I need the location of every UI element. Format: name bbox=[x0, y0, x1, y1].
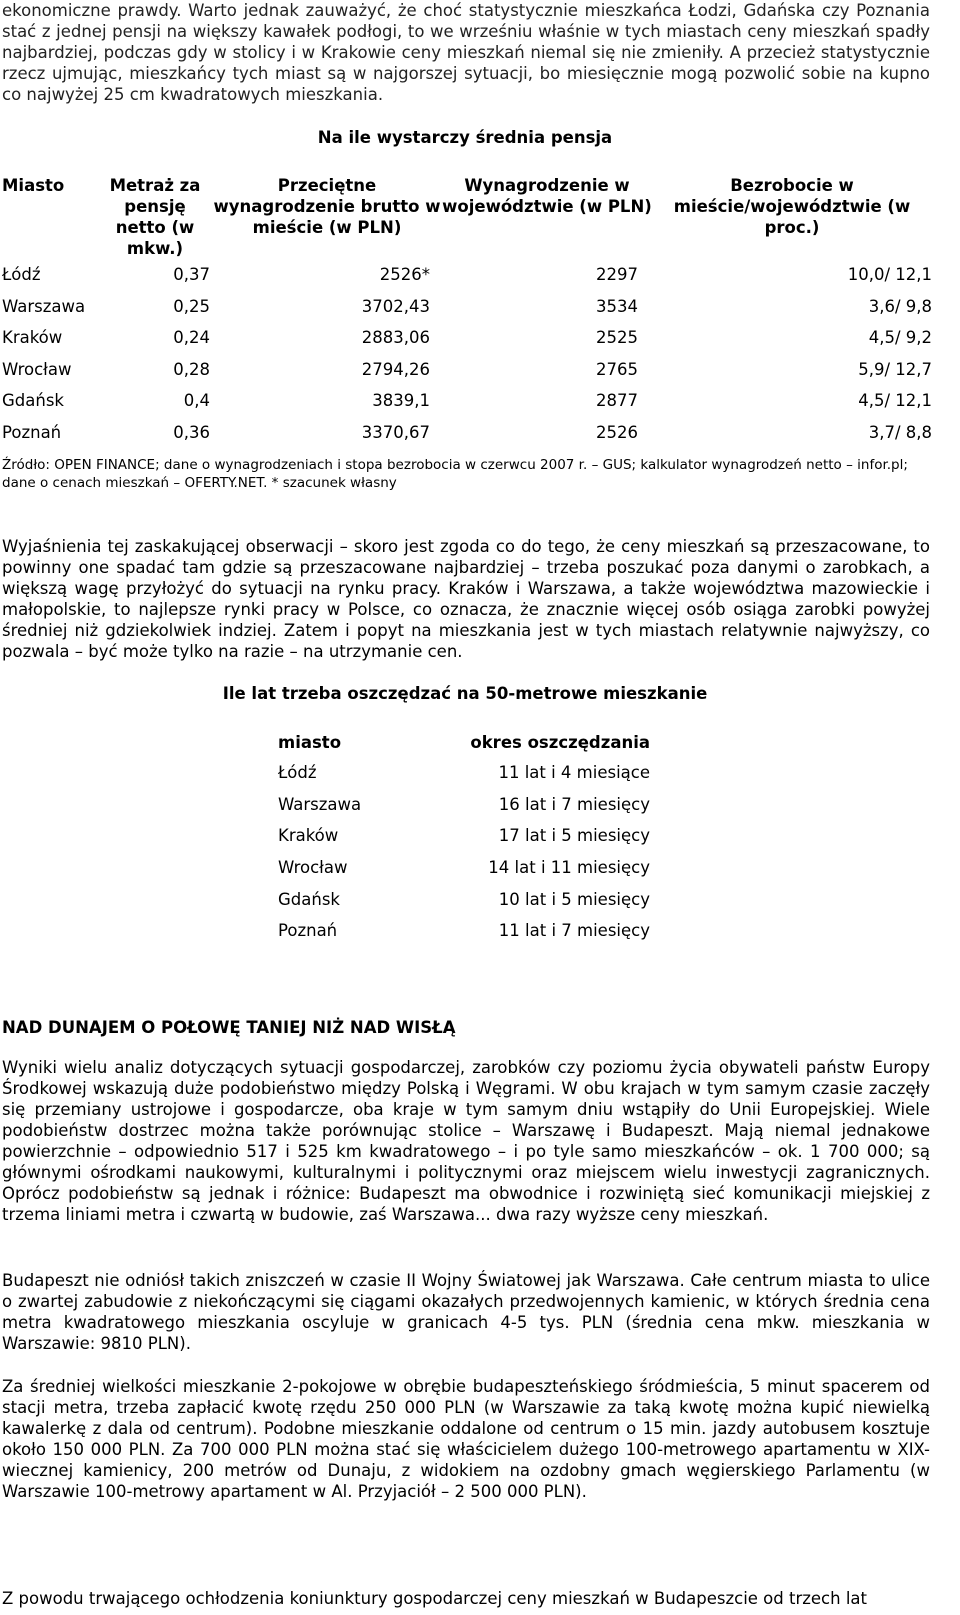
section-heading: NAD DUNAJEM O POŁOWĘ TANIEJ NIŻ NAD WISŁĄ bbox=[2, 1018, 456, 1037]
cell-bezrobocie: 10,0/ 12,1 bbox=[847, 265, 932, 285]
cell-woj: 2765 bbox=[596, 359, 638, 379]
cell-woj: 3534 bbox=[596, 296, 638, 316]
table-row bbox=[2, 354, 932, 386]
cell-city: Poznań bbox=[278, 921, 338, 941]
cell-brutto: 3839,1 bbox=[372, 391, 430, 411]
cell-city: Łódź bbox=[2, 265, 41, 285]
cell-city: Kraków bbox=[2, 328, 63, 348]
cell-period: 16 lat i 7 miesięcy bbox=[498, 794, 650, 814]
cell-city: Wrocław bbox=[278, 858, 348, 878]
cell-brutto: 3370,67 bbox=[361, 422, 430, 442]
cell-city: Poznań bbox=[2, 422, 62, 442]
savings-table bbox=[278, 727, 650, 947]
table-row bbox=[2, 385, 932, 417]
cell-city: Kraków bbox=[278, 826, 339, 846]
header-woj: Wynagrodzenie w województwie (w PLN) bbox=[442, 176, 652, 216]
cell-brutto: 2526* bbox=[379, 265, 430, 285]
cell-brutto: 2794,26 bbox=[361, 359, 430, 379]
cell-metraz: 0,36 bbox=[173, 422, 210, 442]
paragraph-prices: Za średniej wielkości mieszkanie 2-pokojowe w obrębie budapeszteńskiego śródmieścia, 5 minut spacerem od stacji metra, trzeba zapłacić kwotę rzędu 250 000 PLN (w Warszawie za taką kwotę można kupić niewielką kawalerkę z dala od centrum). Podobne mieszkanie oddalone od centrum o 15 min. jazdy autobusem kosztuje około 150 000 PLN. Za 700 000 PLN można stać się właścicielem dużego 100-metrowego apartamentu w XIX-wiecznej kamienicy, 200 metrów od Dunaju, z widokiem na ozdobny gmach węgierskiego Parlamentu (w Warszawie 100-metrowy apartament w Al. Przyjaciół – 2 500 000 PLN). bbox=[2, 1377, 930, 1501]
header-bezrobocie: Bezrobocie w mieście/województwie (w proc.) bbox=[673, 176, 911, 237]
header-brutto: Przeciętne wynagrodzenie brutto w mieście (w PLN) bbox=[213, 176, 441, 237]
table-row bbox=[2, 259, 932, 291]
paragraph-budapest: Budapeszt nie odniósł takich zniszczeń w czasie II Wojny Światowej jak Warszawa. Całe centrum miasta to ulice o zwartej zabudowie z niekończącymi się ciągami okazałych przedwojennych kamienic, w których średnia cena metra kwadratowego mieszkania oscyluje w granicach 4-5 tys. PLN (średnia cena mkw. mieszkania w Warszawie: 9810 PLN). bbox=[2, 1271, 930, 1353]
table-row bbox=[278, 915, 650, 947]
cell-city: Warszawa bbox=[278, 794, 362, 814]
cell-bezrobocie: 5,9/ 12,7 bbox=[858, 359, 932, 379]
table-row bbox=[2, 417, 932, 449]
cell-metraz: 0,24 bbox=[173, 328, 210, 348]
table2-title: Ile lat trzeba oszczędzać na 50-metrowe mieszkanie bbox=[222, 684, 708, 703]
cell-bezrobocie: 4,5/ 9,2 bbox=[868, 328, 932, 348]
table-header-row bbox=[278, 727, 650, 757]
cell-woj: 2526 bbox=[596, 422, 638, 442]
paragraph-trend: Z powodu trwającego ochłodzenia koniunktury gospodarczej ceny mieszkań w Budapeszcie od trzech lat bbox=[2, 1589, 868, 1608]
paragraph-intro: ekonomiczne prawdy. Warto jednak zauważyć, że choć statystycznie mieszkańca Łodzi, Gdańska czy Poznania stać z jednej pensji na większy kawałek podłogi, to we wrześniu właśnie w tych miastach ceny mieszkań spadły najbardziej, podczas gdy w stolicy i w Krakowie ceny mieszkań niemal się nie zmieniły. A przecież statystycznie rzecz ujmując, mieszkańcy tych miast są w najgorszej sytuacji, bo miesięcznie mogą pozwolić sobie na kupno co najwyżej 25 cm kwadratowych mieszkania. bbox=[2, 1, 930, 104]
cell-woj: 2525 bbox=[596, 328, 638, 348]
header-city: Miasto bbox=[2, 176, 65, 195]
cell-bezrobocie: 3,6/ 9,8 bbox=[868, 296, 932, 316]
table1-source-note: Źródło: OPEN FINANCE; dane o wynagrodzeniach i stopa bezrobocia w czerwcu 2007 r. – GUS; kalkulator wynagrodzeń netto – infor.pl; dane o cenach mieszkań – OFERTY.NET. * szacunek własny bbox=[2, 457, 908, 491]
cell-woj: 2297 bbox=[596, 265, 638, 285]
table-header-row bbox=[2, 175, 932, 259]
cell-period: 10 lat i 5 miesięcy bbox=[498, 889, 650, 909]
cell-metraz: 0,28 bbox=[173, 359, 210, 379]
table-row bbox=[2, 322, 932, 354]
cell-metraz: 0,37 bbox=[173, 265, 210, 285]
table1-title: Na ile wystarczy średnia pensja bbox=[317, 128, 613, 147]
cell-metraz: 0,4 bbox=[183, 391, 210, 411]
header-period: okres oszczędzania bbox=[470, 732, 650, 752]
paragraph-comparison: Wyniki wielu analiz dotyczących sytuacji gospodarczej, zarobków czy poziomu życia obywateli państw Europy Środkowej wskazują duże podobieństwo między Polską i Węgrami. W obu krajach w tym samym czasie zaczęły się przemiany ustrojowe i gospodarcze, oba kraje w tym samym dniu wstąpiły do Unii Europejskiej. Wiele podobieństw dostrzec można także porównując stolice – Warszawę i Budapeszt. Mają niemal jednakowe powierzchnie – odpowiednio 517 i 525 km kwadratowego – i po tyle samo mieszkańców – ok. 1 700 000; są głównymi ośrodkami naukowymi, kulturalnymi i politycznymi oraz miejscem wielu inwestycji zagranicznych. Oprócz podobieństw są jednak i różnice: Budapeszt ma obwodnice i rozwiniętą sieć komunikacji miejskiej z trzema liniami metra i czwartą w budowie, zaś Warszawa... dwa razy wyższe ceny mieszkań. bbox=[2, 1058, 930, 1224]
table-row bbox=[2, 291, 932, 323]
header-city: miasto bbox=[278, 732, 342, 752]
cell-city: Wrocław bbox=[2, 359, 72, 379]
table-row bbox=[278, 852, 650, 884]
cell-period: 14 lat i 11 miesięcy bbox=[488, 858, 650, 878]
paragraph-explanation: Wyjaśnienia tej zaskakującej obserwacji – skoro jest zgoda co do tego, że ceny mieszkań są przeszacowane, to powinny one spadać tam gdzie są przeszacowane najbardziej – trzeba poszukać poza danymi o zarobkach, a większą wagę przyłożyć do sytuacji na rynku pracy. Kraków i Warszawa, a także województwa mazowieckie i małopolskie, to najlepsze rynki pracy w Polsce, co oznacza, że znacznie więcej osób osiąga zarobki powyżej średniej niż gdziekolwiek indziej. Zatem i popyt na mieszkania jest w tych miastach relatywnie najwyższy, co pozwala – być może tylko na razie – na utrzymanie cen. bbox=[2, 537, 930, 661]
header-metraz: Metraż za pensję netto (w mkw.) bbox=[109, 176, 201, 258]
cell-brutto: 2883,06 bbox=[361, 328, 430, 348]
cell-period: 17 lat i 5 miesięcy bbox=[498, 826, 650, 846]
table-row bbox=[278, 883, 650, 915]
cell-period: 11 lat i 7 miesięcy bbox=[498, 921, 650, 941]
cell-city: Gdańsk bbox=[2, 391, 64, 411]
cell-metraz: 0,25 bbox=[173, 296, 210, 316]
salary-table bbox=[2, 175, 932, 448]
cell-bezrobocie: 4,5/ 12,1 bbox=[858, 391, 932, 411]
cell-city: Warszawa bbox=[2, 296, 86, 316]
cell-period: 11 lat i 4 miesiące bbox=[498, 763, 650, 783]
cell-city: Łódź bbox=[278, 763, 317, 783]
table-row bbox=[278, 789, 650, 821]
table-row bbox=[278, 757, 650, 789]
cell-woj: 2877 bbox=[596, 391, 638, 411]
cell-city: Gdańsk bbox=[278, 889, 340, 909]
cell-brutto: 3702,43 bbox=[361, 296, 430, 316]
cell-bezrobocie: 3,7/ 8,8 bbox=[868, 422, 932, 442]
table-row bbox=[278, 820, 650, 852]
